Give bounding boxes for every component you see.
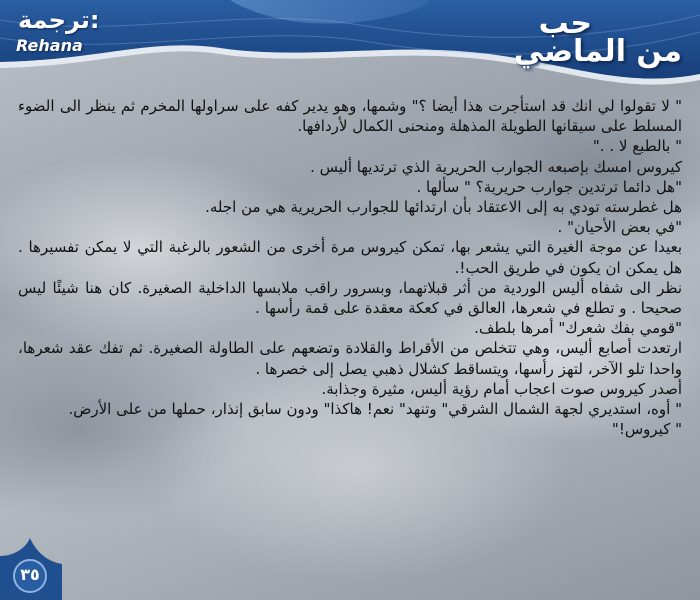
- paragraph: كيروس امسك بإصبعه الجوارب الحريرية الذي ترتديها أليس .: [310, 157, 682, 176]
- paragraph: هل غطرسته تودي به إلى الاعتقاد بأن ارتدائها للجوارب الحريرية هي من اجله.: [205, 198, 682, 217]
- paragraph: ارتعدت أصابع أليس، وهي تتخلص من الأقراط والقلادة وتضعهم على الطاولة الصغيرة. ثم تفك عقد شعرها، واحدا تلو الآخر، لتهز رأسها، ويتساقط كشلال ذهبي يصل إلى خصرها .: [18, 339, 682, 378]
- paragraph: "قومي بفك شعرك" أمرها بلطف.: [474, 319, 682, 338]
- paragraph: "هل دائما ترتدين جوارب حريرية؟ " سألها .: [416, 177, 682, 196]
- paragraph: " كيروس!": [611, 420, 682, 439]
- translator-name: Rehana: [16, 36, 83, 55]
- paragraph: " أوه، استديري لجهة الشمال الشرقي" وتنهد" نعم! هاكذا" ودون سابق إنذار، حملها من على الأرض.: [68, 400, 682, 419]
- title-line-1: حب: [538, 6, 592, 41]
- paragraph: نظر الى شفاه أليس الوردية من أثر قبلاتهما، وبسرور راقب ملابسها الداخلية الصغيرة. كان هنا شيئًا ليس صحيحا . و تطلع في شعرها، العالق في كعكة معقدة على قمة رأسها .: [18, 278, 682, 318]
- paragraph: "في بعض الأحيان" .: [557, 218, 682, 237]
- paragraph: " بالطبع لا . .": [592, 137, 682, 156]
- paragraph: " لا تقولوا لي انك قد استأجرت هذا أيضا ؟" وشمها، وهو يدير كفه على سراولها المخرم ثم ينظر الى الضوء المسلط على سيقانها الطويلة المذهلة ومنحنى الكمال لأردافها.: [18, 97, 682, 136]
- page-number: ٣٥: [20, 565, 40, 584]
- paragraph: بعيدا عن موجة الغيرة التي يشعر بها، تمكن كيروس مرة أخرى من الشعور بالرغبة التي لا يمكن تفسيرها . هل يمكن ان يكون في طريق الحب!.: [18, 238, 682, 277]
- page-number-badge: [0, 538, 62, 600]
- translation-label: ترجمة:: [18, 6, 100, 34]
- story-text: [18, 96, 682, 439]
- header-banner: [0, 0, 700, 96]
- paragraph: أصدر كيروس صوت اعجاب أمام رؤية أليس، مثيرة وجذابة.: [321, 379, 682, 398]
- title-line-2: من الماضي: [513, 34, 682, 69]
